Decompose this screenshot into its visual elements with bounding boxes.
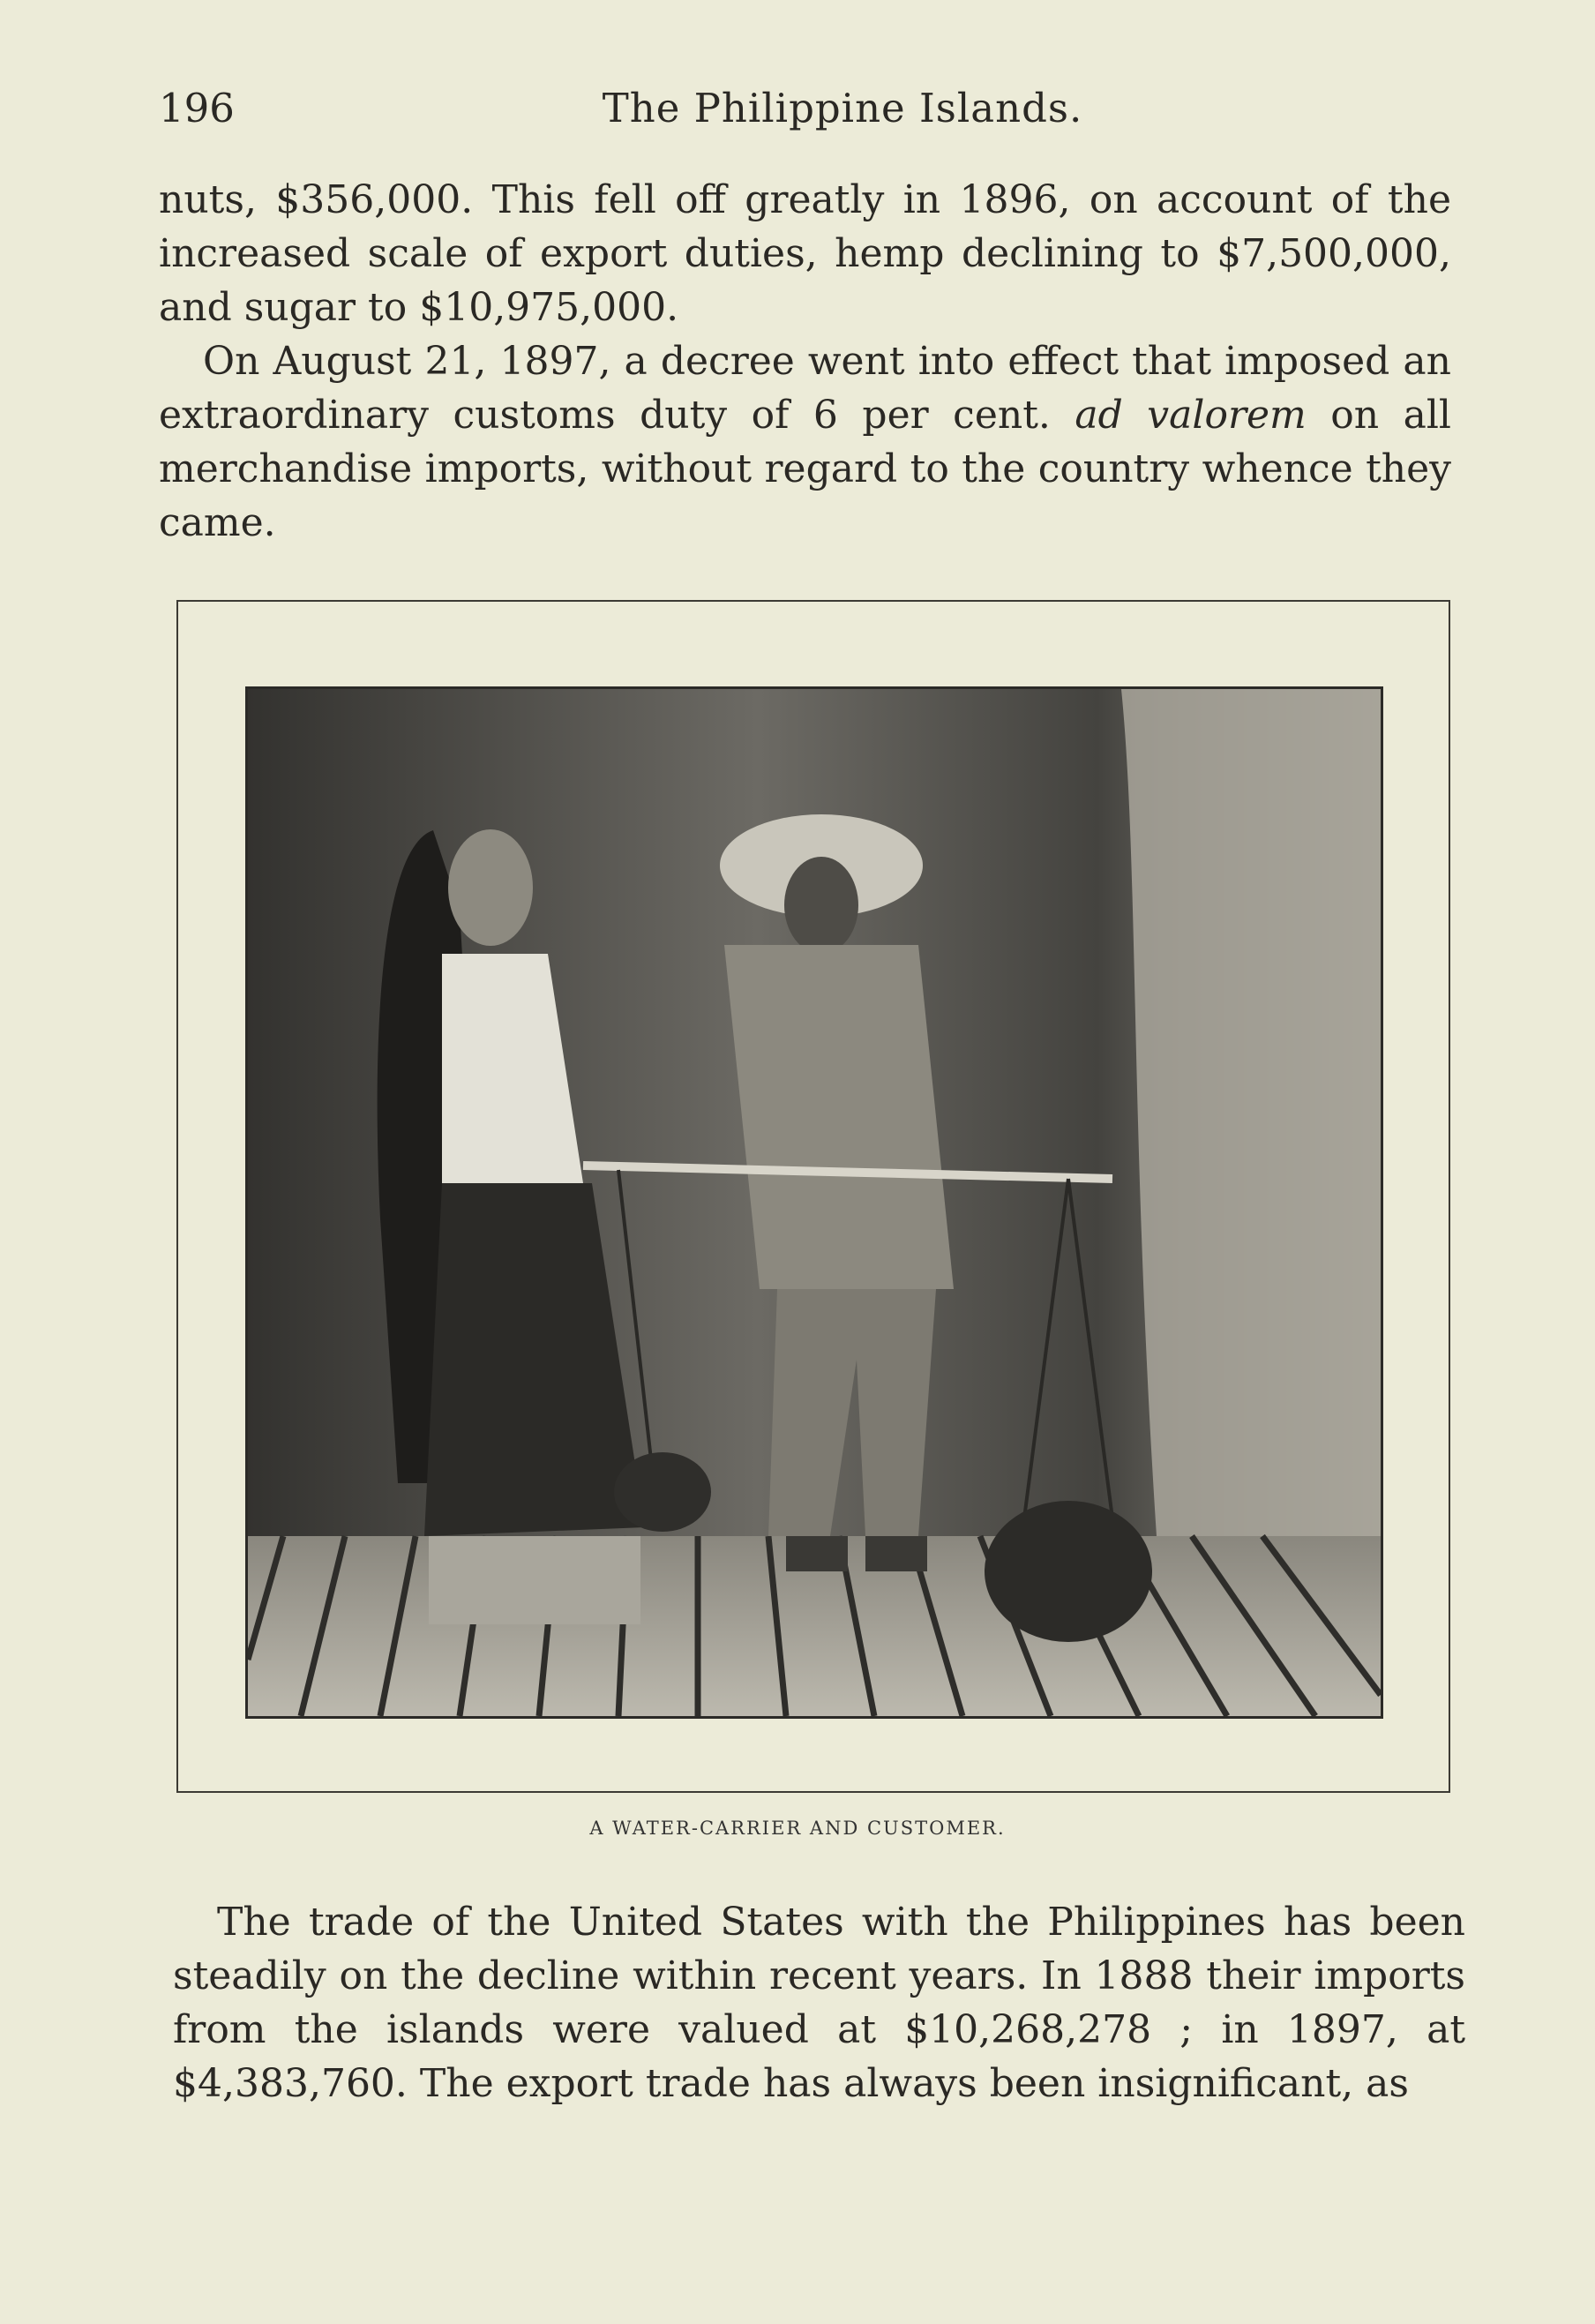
body-text-top bbox=[159, 173, 1451, 550]
water-pot-right bbox=[985, 1501, 1152, 1642]
paragraph-decree bbox=[159, 334, 1451, 550]
figure-caption: A WATER-CARRIER AND CUSTOMER. bbox=[589, 1818, 1006, 1839]
page-header bbox=[159, 85, 1456, 146]
photograph-illustration bbox=[248, 689, 1381, 1716]
photo-plate-frame bbox=[176, 600, 1450, 1793]
curtain bbox=[1121, 689, 1381, 1536]
running-title: The Philippine Islands. bbox=[602, 85, 1083, 131]
paragraph-decree-end: on all merchandise imports, without regard to the country whence they came. bbox=[159, 393, 1451, 545]
photograph-water-carrier bbox=[245, 686, 1383, 1719]
page-number: 196 bbox=[159, 85, 235, 131]
paragraph-continued: nuts, $356,000. This fell off greatly in 1896, on account of the increased scale of export duties, hemp declining to $7,500,000, and sugar to $10,975,000. bbox=[159, 177, 1451, 330]
paragraph-decree-start: On August 21, 1897, a decree went into effect that imposed an extraordinary customs duty of 6 per cent. bbox=[159, 339, 1451, 438]
body-text-bottom bbox=[173, 1895, 1465, 2110]
latin-phrase: ad valorem bbox=[1075, 393, 1307, 438]
water-pot-left bbox=[614, 1452, 711, 1532]
paragraph-us-trade: The trade of the United States with the Philippines has been steadily on the decline within recent years. In 1888 their imports from the islands were valued at $10,268,278 ; in 1897, at $4,383,760. The export trade has always been insignificant, as bbox=[173, 1900, 1465, 2106]
